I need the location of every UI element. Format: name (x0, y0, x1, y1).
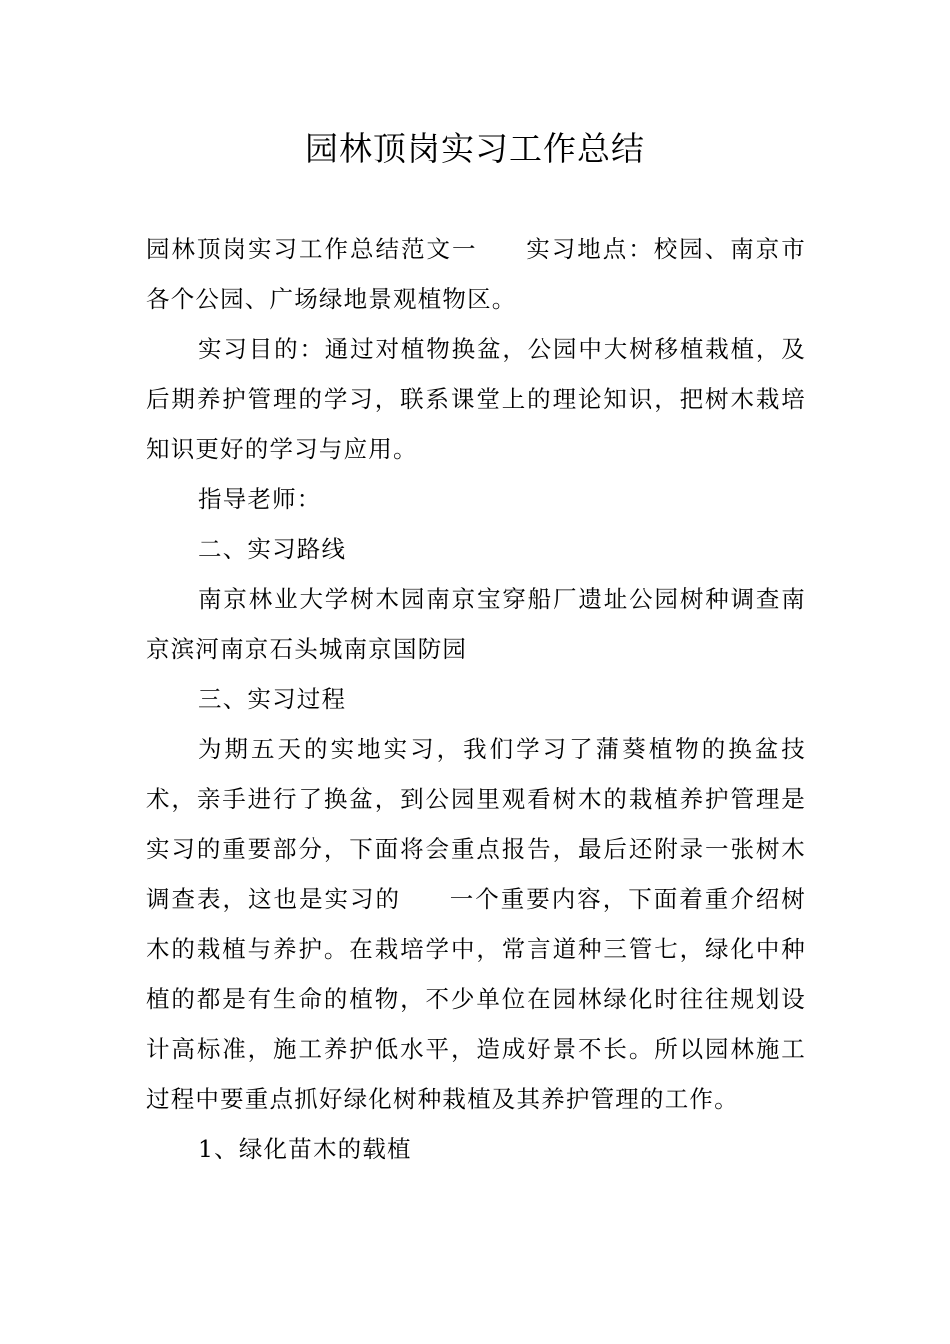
paragraph-process (146, 724, 806, 1124)
paragraph-intro-rest: 实习地点：校园、南京市各个公园、广场绿地景观植物区。 (146, 235, 806, 313)
paragraph-intro (146, 224, 806, 324)
paragraph-intro-lead: 园林顶岗实习工作总结范文一 (146, 235, 478, 263)
paragraph-process-lead: 为期五天的实地实习，我们学习了蒲葵植物的换盆技术，亲手进行了换盆，到公园里观看树木的栽植养护管理是实习的重要部分，下面将会重点报告，最后还附录一张树木调查表，这也是实习的 (146, 735, 806, 913)
section-heading-route: 二、实习路线 (198, 535, 347, 563)
section-heading-planting: 1、绿化苗木的载植 (198, 1135, 412, 1163)
document-body (146, 224, 806, 1174)
paragraph-process-rest: 一个重要内容，下面着重介绍树木的栽植与养护。在栽培学中，常言道种三管七，绿化中种植的都是有生命的植物，不少单位在园林绿化时往往规划设计高标准，施工养护低水平，造成好景不长。所以园林施工过程中要重点抓好绿化树种栽植及其养护管理的工作。 (146, 885, 806, 1113)
paragraph-route: 南京林业大学树木园南京宝穿船厂遗址公园树种调查南京滨河南京石头城南京国防园 (146, 585, 806, 663)
paragraph-instructor: 指导老师： (198, 485, 322, 513)
paragraph-purpose: 实习目的：通过对植物换盆，公园中大树移植栽植，及后期养护管理的学习，联系课堂上的理论知识，把树木栽培知识更好的学习与应用。 (146, 335, 806, 463)
document-title: 园林顶岗实习工作总结 (305, 129, 645, 168)
section-heading-process: 三、实习过程 (198, 685, 347, 713)
